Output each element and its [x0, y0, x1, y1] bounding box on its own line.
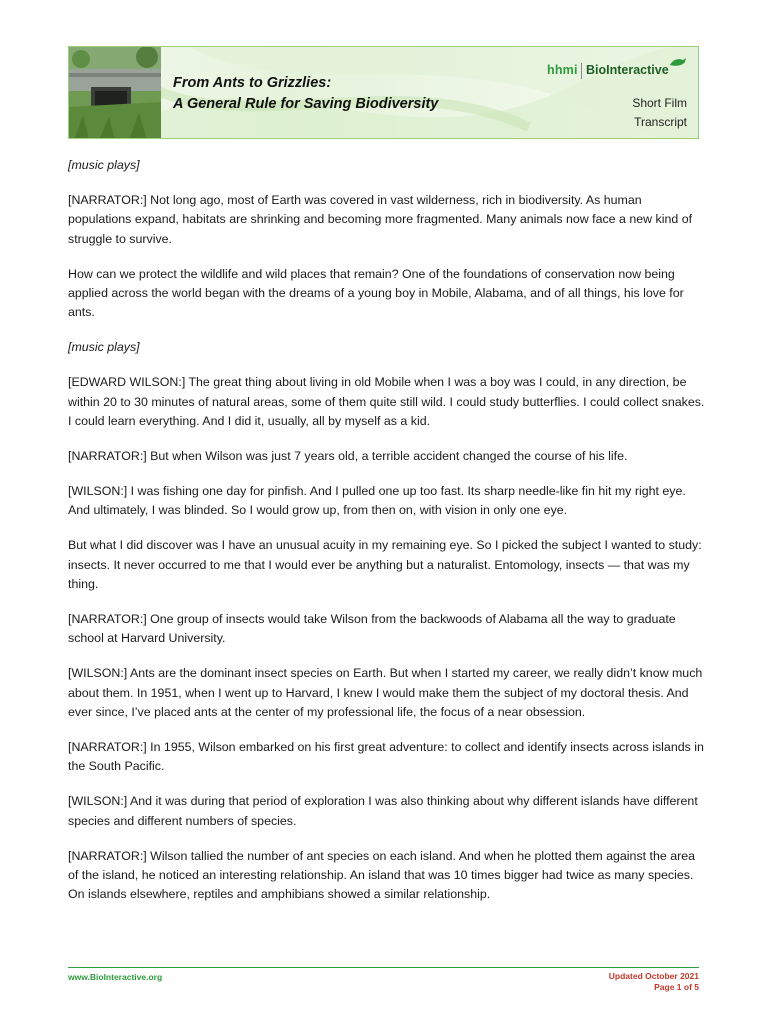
footer-updated: Updated October 2021: [608, 971, 699, 981]
transcript-paragraph: [WILSON:] Ants are the dominant insect species on Earth. But when I started my career, we really didn’t know much about them. In 1951, when I went up to Harvard, I knew I would make them the subject of my doctoral thesis. And ever since, I’ve placed ants at the center of my professional life, the focus of a near obsession.: [68, 666, 703, 720]
transcript-paragraph: [WILSON:] And it was during that period of exploration I was also thinking about why different islands have different species and different numbers of species.: [68, 794, 698, 828]
footer-meta: [609, 971, 699, 993]
header-banner: [68, 46, 699, 139]
logo-brand-text: BioInteractive: [586, 63, 669, 77]
stage-direction: [music plays]: [68, 158, 140, 172]
frog-logo-icon: [669, 56, 687, 68]
transcript-paragraph: [NARRATOR:] Not long ago, most of Earth was covered in vast wilderness, rich in biodiversity. As human populations expand, habitats are shrinking and becoming more fragmented. Many animals now face a new kind of struggle to survive.: [68, 192, 693, 246]
footer-page-number: Page 1 of 5: [654, 982, 699, 992]
transcript-paragraph: [NARRATOR:] In 1955, Wilson embarked on his first great adventure: to collect and identify insects across islands in the South Pacific.: [68, 739, 704, 774]
transcript-paragraph: [NARRATOR:] But when Wilson was just 7 years old, a terrible accident changed the course of his life.: [68, 448, 628, 463]
logo-separator: [581, 63, 582, 79]
transcript-paragraph: [NARRATOR:] Wilson tallied the number of ant species on each island. And when he plotted them against the area of the island, he noticed an interesting relationship. An island that was 10 times bigger had twice as many species. On islands elsewhere, reptiles and amphibians showed a similar relationship.: [68, 848, 695, 902]
transcript-paragraph: [NARRATOR:] One group of insects would take Wilson from the backwoods of Alabama all the way to graduate school at Harvard University.: [68, 611, 676, 646]
header-photo: [69, 47, 161, 139]
doc-type-line-1: Short Film: [632, 96, 687, 110]
footer-website: www.BioInteractive.org: [68, 972, 163, 982]
doc-type-line-2: Transcript: [634, 115, 687, 129]
transcript-body: [68, 156, 708, 920]
transcript-paragraph: [WILSON:] I was fishing one day for pinfish. And I pulled one up too fast. Its sharp needle-like fin hit my right eye. And ultimately, I was blinded. So I would grow up, from then on, with vision in only one eye.: [68, 483, 686, 518]
transcript-paragraph: But what I did discover was I have an unusual acuity in my remaining eye. So I picked the subject I wanted to study: insects. It never occurred to me that I would ever be anything but a naturalist. Entomology, insects — that was my thing.: [68, 538, 702, 591]
document-type: [632, 94, 687, 132]
logo-hhmi-text: hhmi: [547, 63, 578, 77]
document-title: [173, 73, 438, 115]
hhmi-biointeractive-logo: [547, 61, 687, 81]
title-line-1: From Ants to Grizzlies:: [173, 75, 332, 91]
footer-divider: [68, 967, 699, 968]
stage-direction: [music plays]: [68, 340, 140, 355]
transcript-paragraph: How can we protect the wildlife and wild places that remain? One of the foundations of conservation now being applied across the world began with the dreams of a young boy in Mobile, Alabama, and of all things, his love for ants.: [68, 266, 684, 320]
title-line-2: A General Rule for Saving Biodiversity: [173, 96, 439, 112]
transcript-paragraph: [EDWARD WILSON:] The great thing about living in old Mobile when I was a boy was I could, in any direction, be within 20 to 30 minutes of natural areas, some of them quite still wild. I could study butterflies. I could collect snakes. I could learn everything. And I did it, usually, all by myself as a kid.: [68, 375, 705, 429]
